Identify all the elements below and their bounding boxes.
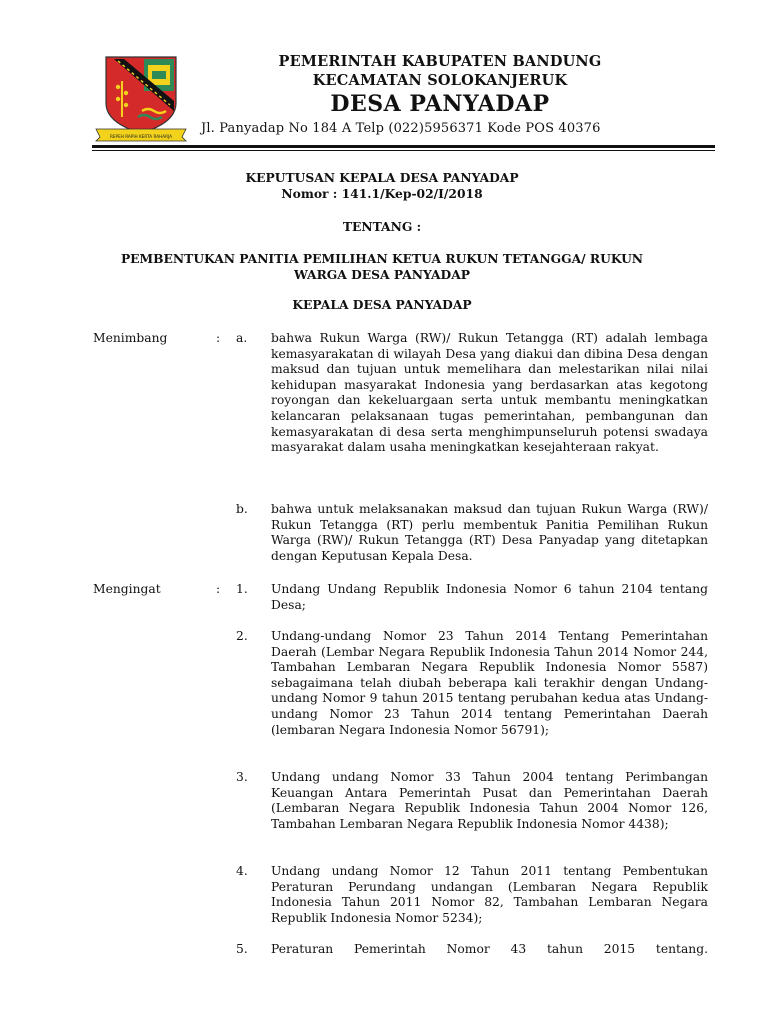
tentang-heading: TENTANG : bbox=[342, 219, 422, 234]
mengingat-label: Mengingat bbox=[93, 582, 161, 596]
district-name: KECAMATAN SOLOKANJERUK bbox=[312, 72, 568, 89]
letterhead-rule-thin bbox=[92, 150, 715, 151]
mengingat-colon: : bbox=[216, 582, 221, 596]
mengingat-item-3: Undang undang Nomor 33 Tahun 2004 tentang Perimbangan Keuangan Antara Pemerintah Pusat dan Pemerintahan Daerah (Lembaran Negara Republik Indonesia Tahun 2004 Nomor 126, Tambahan Lembaran Negara Republik Indonesia Nomor 4438); bbox=[271, 770, 708, 831]
mengingat-marker-5: 5. bbox=[236, 942, 248, 956]
decree-issuer: KEPALA DESA PANYADAP bbox=[292, 297, 472, 312]
office-address: Jl. Panyadap No 184 A Telp (022)5956371 Kode POS 40376 bbox=[201, 121, 601, 136]
mengingat-item-1: Undang Undang Republik Indonesia Nomor 6 tahun 2104 tentang Desa; bbox=[271, 582, 708, 612]
mengingat-item-5: Peraturan Pemerintah Nomor 43 tahun 2015 tentang. bbox=[271, 942, 708, 956]
mengingat-item-4: Undang undang Nomor 12 Tahun 2011 tentang Pembentukan Peraturan Perundang undangan (Lembaran Negara Republik Indonesia Tahun 2011 Nomor 82, Tambahan Lembaran Negara Republik Indonesia Nomor 5234); bbox=[271, 864, 708, 925]
mengingat-marker-4: 4. bbox=[236, 864, 248, 878]
menimbang-colon: : bbox=[216, 331, 221, 345]
mengingat-marker-1: 1. bbox=[236, 582, 248, 596]
kabupaten-bandung-emblem-icon bbox=[92, 51, 190, 143]
mengingat-item-2: Undang-undang Nomor 23 Tahun 2014 Tentang Pemerintahan Daerah (Lembar Negara Republik Indonesia Tahun 2014 Nomor 244, Tambahan Lembaran Negara Republik Indonesia Nomor 5587) sebagaimana telah diubah beberapa kali terakhir dengan Undang-undang Nomor 9 tahun 2015 tentang perubahan kedua atas Undang-undang Nomor 23 Tahun 2014 tentang Pemerintahan Daerah (lembaran Negara Indonesia Nomor 56791); bbox=[271, 629, 708, 737]
letterhead-rule-thick bbox=[92, 145, 715, 148]
menimbang-marker-a: a. bbox=[236, 331, 248, 345]
menimbang-label: Menimbang bbox=[93, 331, 168, 345]
government-name: PEMERINTAH KABUPATEN BANDUNG bbox=[278, 53, 602, 70]
decree-title: KEPUTUSAN KEPALA DESA PANYADAP bbox=[245, 170, 519, 185]
decree-number: Nomor : 141.1/Kep-02/I/2018 bbox=[281, 186, 483, 201]
mengingat-marker-3: 3. bbox=[236, 770, 248, 784]
menimbang-item-b: bahwa untuk melaksanakan maksud dan tujuan Rukun Warga (RW)/ Rukun Tetangga (RT) perlu membentuk Panitia Pemilihan Rukun Warga (RW)/ Rukun Tetangga (RT) Desa Panyadap yang ditetapkan dengan Keputusan Kepala Desa. bbox=[271, 502, 708, 563]
mengingat-marker-2: 2. bbox=[236, 629, 248, 643]
village-name: DESA PANYADAP bbox=[330, 91, 550, 117]
decree-subject-line-1: PEMBENTUKAN PANITIA PEMILIHAN KETUA RUKUN TETANGGA/ RUKUN bbox=[120, 251, 644, 266]
decree-subject-line-2: WARGA DESA PANYADAP bbox=[294, 267, 470, 282]
emblem-motto: REPEH RAPIH KERTA RAHARJA bbox=[109, 134, 173, 139]
menimbang-marker-b: b. bbox=[236, 502, 248, 516]
menimbang-item-a: bahwa Rukun Warga (RW)/ Rukun Tetangga (RT) adalah lembaga kemasyarakatan di wilayah Desa yang diakui dan dibina Desa dengan maksud dan tujuan untuk memelihara dan melestarikan nilai nilai kehidupan masyarakat Indonesia yang berdasarkan atas kegotong royongan dan kekeluargaan serta untuk membantu meningkatkan kelancaran pelaksanaan tugas pemerintahan, pembangunan dan kemasyarakatan di desa serta menghimpunseluruh potensi swadaya masyarakat dalam usaha meningkatkan kesejahteraan rakyat. bbox=[271, 331, 708, 455]
